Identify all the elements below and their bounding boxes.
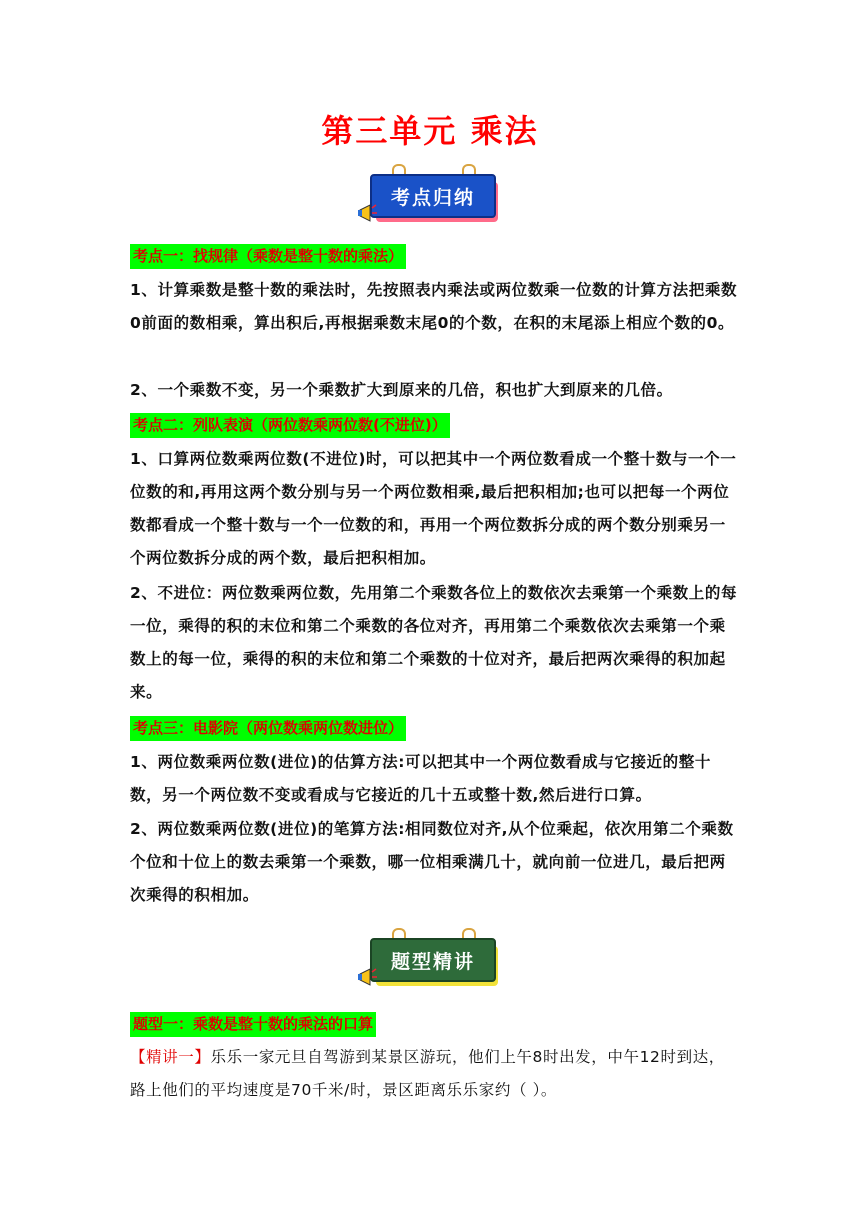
point-2-para-1: 1、口算两位数乘两位数(不进位)时，可以把其中一个两位数看成一个整十数与一个一位数的和,再用这两个数分别与另一个两位数相乘,最后把积相加;也可以把每一个两位数都看成一个整十数与一个一位数的和，再用一个两位数拆分成的两个数分别乘另一个两位数拆分成的两个数，最后把积相加。 [130, 450, 737, 567]
point-1-para-2: 2、一个乘数不变，另一个乘数扩大到原来的几倍，积也扩大到原来的几倍。 [130, 381, 673, 399]
summary-badge-label: 考点归纳 [370, 174, 496, 218]
point-2-para-2: 2、不进位：两位数乘两位数，先用第二个乘数各位上的数依次去乘第一个乘数上的每一位，乘得的积的末位和第二个乘数的各位对齐，再用第二个乘数依次去乘第一个乘数上的每一位，乘得的积的末位和第二个乘数的十位对齐，最后把两次乘得的积加起来。 [130, 584, 738, 701]
point-3-heading: 考点三：电影院（两位数乘两位数进位） [130, 716, 406, 741]
type-1 [130, 1012, 740, 1037]
summary-badge [362, 164, 512, 234]
point-1-para-1: 1、计算乘数是整十数的乘法时，先按照表内乘法或两位数乘一位数的计算方法把乘数0前面的数相乘，算出积后,再根据乘数末尾0的个数，在积的末尾添上相应个数的0。 [130, 281, 738, 332]
type-1-question [130, 1041, 740, 1107]
page-title: 第三单元 乘法 [321, 112, 539, 150]
megaphone-icon [358, 202, 378, 224]
lecture-badge-label: 题型精讲 [370, 938, 496, 982]
lecture-badge [362, 928, 512, 998]
point-3-para-2: 2、两位数乘两位数(进位)的笔算方法:相同数位对齐,从个位乘起，依次用第二个乘数个位和十位上的数去乘第一个乘数，哪一位相乘满几十，就向前一位进几，最后把两次乘得的积相加。 [130, 820, 734, 904]
question-text: 乐乐一家元旦自驾游到某景区游玩，他们上午8时出发，中午12时到达，路上他们的平均速度是70千米/时，景区距离乐乐家约（ ）。 [130, 1048, 725, 1099]
point-2 [130, 413, 740, 438]
point-1-heading: 考点一：找规律（乘数是整十数的乘法） [130, 244, 406, 269]
megaphone-icon [358, 966, 378, 988]
question-tag: 【精讲一】 [130, 1048, 211, 1066]
point-3 [130, 716, 740, 741]
point-3-para-1: 1、两位数乘两位数(进位)的估算方法:可以把其中一个两位数看成与它接近的整十数，另一个两位数不变或看成与它接近的几十五或整十数,然后进行口算。 [130, 753, 711, 804]
point-1 [130, 244, 740, 269]
point-2-heading: 考点二：列队表演（两位数乘两位数(不进位)） [130, 413, 450, 438]
type-1-heading: 题型一：乘数是整十数的乘法的口算 [130, 1012, 376, 1037]
